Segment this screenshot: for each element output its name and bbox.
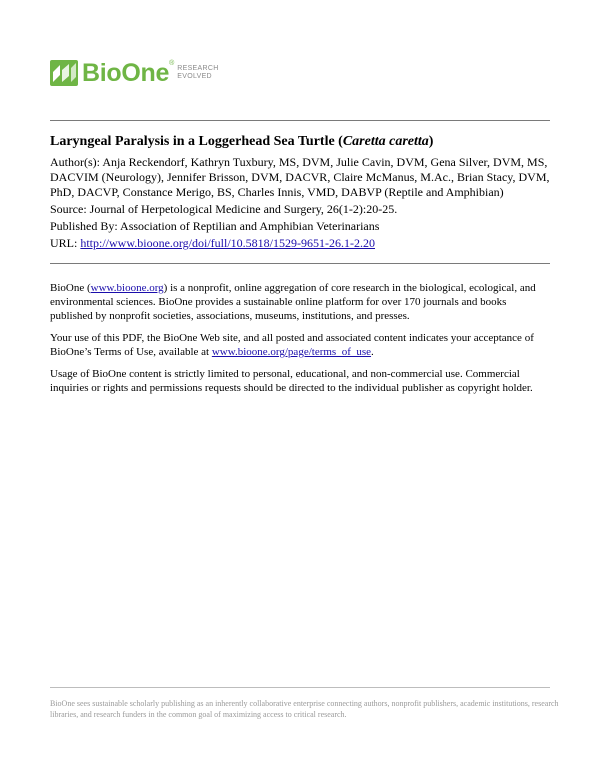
publisher-label: Published By: [50, 219, 118, 233]
article-url-link[interactable]: http://www.bioone.org/doi/full/10.5818/1529-9651-26.1-2.20 [80, 236, 375, 250]
source-line [50, 202, 550, 217]
title-main: Laryngeal Paralysis in a Loggerhead Sea Turtle ( [50, 134, 343, 149]
p1-text-start: BioOne ( [50, 282, 91, 294]
authors-value: Anja Reckendorf, Kathryn Tuxbury, MS, DVM, Julie Cavin, DVM, Gena Silver, DVM, MS, DACVIM (Neurology), Jennifer Brisson, DVM, DACVR, Claire McManus, M.Ac., Brian Stacy, DVM, PhD, DACVP, Constance Merigo, BS, Charles Innis, VMD, DABVP (Reptile and Amphibian) [50, 155, 550, 199]
source-label: Source: [50, 202, 87, 216]
url-label: URL: [50, 236, 78, 250]
bioone-logo-icon [50, 60, 78, 86]
logo-wordmark: BioOne [82, 58, 170, 87]
bioone-notice [50, 281, 550, 403]
logo-tagline-line-1: RESEARCH [177, 65, 219, 72]
article-title [50, 134, 550, 150]
title-close: ) [428, 134, 434, 149]
bioone-logo [50, 56, 219, 90]
article-metadata [50, 155, 550, 251]
logo-registered-mark: ® [169, 60, 175, 67]
p2-text-end: . [371, 346, 374, 358]
p1-text-end: ) is a nonprofit, online aggregation of core research in the biological, ecological, and environmental sciences. BioOne provides a sustainable online platform for over 170 journals and books published by nonprofit societies, associations, museums, institutions, and presses. [50, 282, 536, 322]
source-value: Journal of Herpetological Medicine and Surgery, 26(1-2):20-25. [89, 202, 398, 216]
title-species: Caretta caretta [342, 134, 429, 149]
terms-of-use-link[interactable]: www.bioone.org/page/terms_of_use [211, 346, 372, 358]
notice-paragraph-1 [50, 281, 550, 323]
footer-divider [50, 687, 550, 688]
notice-paragraph-2 [50, 331, 550, 359]
footer-statement: BioOne sees sustainable scholarly publishing as an inherently collaborative enterprise connecting authors, nonprofit publishers, academic institutions, research libraries, and research funders in the common goal of maximizing access to critical research. [50, 699, 559, 719]
logo-tagline [177, 65, 218, 81]
middle-divider [50, 263, 550, 264]
publisher-line [50, 219, 550, 234]
p2-text-start: Your use of this PDF, the BioOne Web site, and all posted and associated content indicates your acceptance of BioOne’s Terms of Use, available at [50, 332, 534, 358]
authors-line [50, 155, 550, 200]
publisher-value: Association of Reptilian and Amphibian Veterinarians [120, 219, 380, 233]
bioone-home-link[interactable]: www.bioone.org [90, 282, 164, 294]
url-line [50, 236, 550, 251]
logo-tagline-line-2: EVOLVED [177, 73, 212, 80]
top-divider [50, 120, 550, 121]
notice-paragraph-3: Usage of BioOne content is strictly limited to personal, educational, and non-commercial use. Commercial inquiries or rights and permissions requests should be directed to the individual publisher as copyright holder. [50, 368, 533, 394]
authors-label: Author(s): [50, 155, 100, 169]
